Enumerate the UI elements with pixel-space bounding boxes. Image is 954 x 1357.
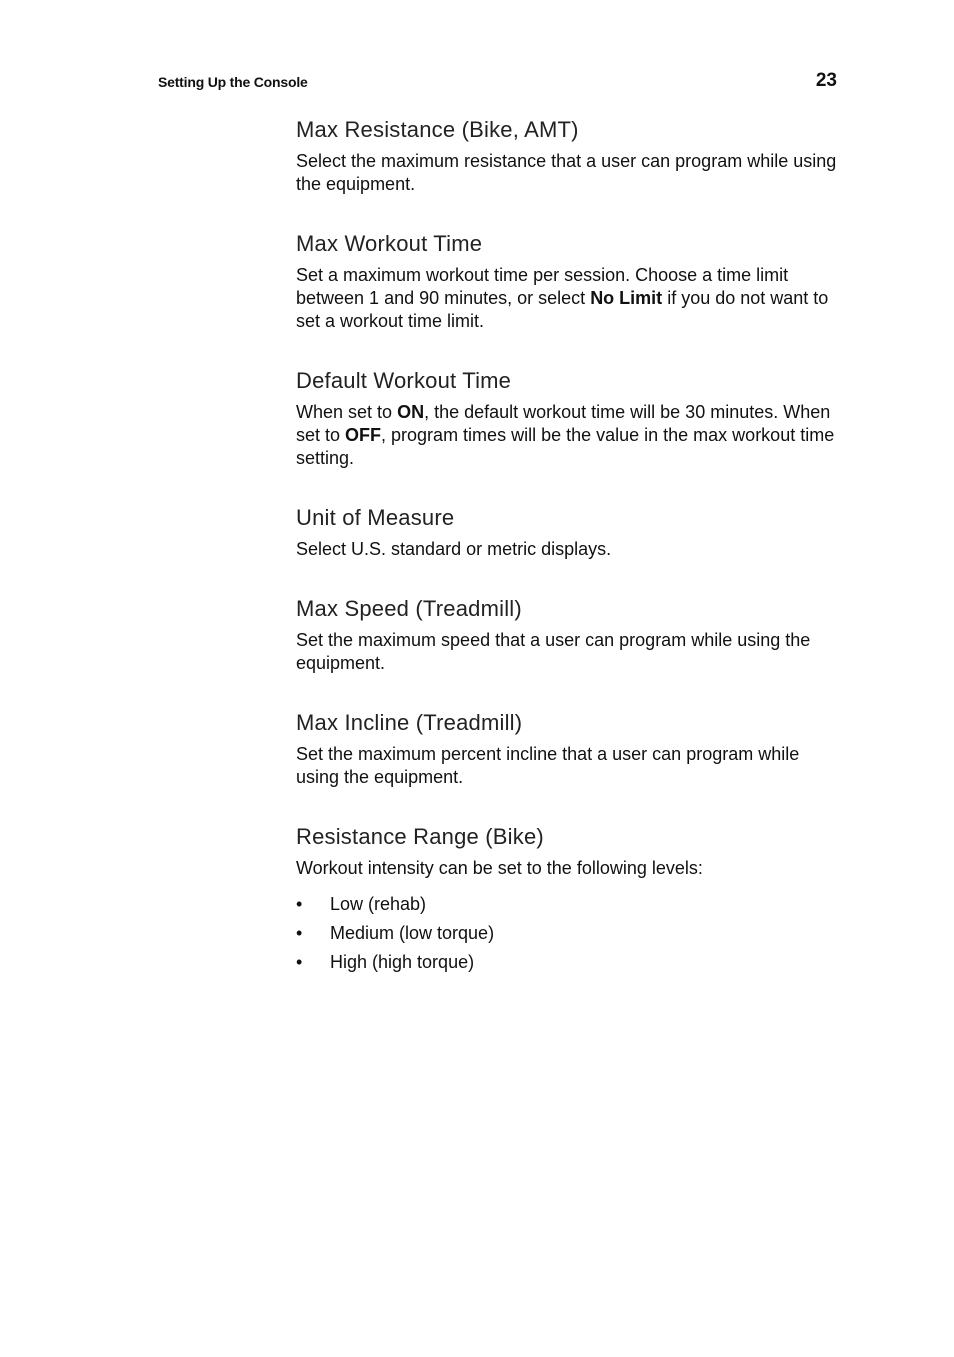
body-text-part: , the default workout time will be 30 minutes. When set to bbox=[296, 402, 831, 445]
body-text-part: Set a maximum workout time per session. Choose a time limit between 1 and 90 minutes, or select bbox=[296, 265, 789, 308]
section-body: Select U.S. standard or metric displays. bbox=[296, 539, 612, 559]
section-resistance-range bbox=[296, 823, 841, 977]
page-content bbox=[296, 116, 841, 977]
section-heading: Resistance Range (Bike) bbox=[296, 824, 544, 849]
section-default-workout-time bbox=[296, 367, 841, 470]
list-item bbox=[296, 919, 841, 948]
section-heading: Unit of Measure bbox=[296, 505, 455, 530]
running-head: Setting Up the Console bbox=[158, 74, 308, 90]
section-max-speed bbox=[296, 595, 841, 675]
section-body bbox=[296, 401, 841, 470]
list-item-label: Medium (low torque) bbox=[330, 923, 495, 943]
section-heading: Max Workout Time bbox=[296, 231, 483, 256]
bullet-icon: • bbox=[296, 952, 303, 972]
section-max-workout-time bbox=[296, 230, 841, 333]
page-number: 23 bbox=[815, 70, 837, 91]
body-text-part: When set to bbox=[296, 402, 398, 422]
section-heading: Max Incline (Treadmill) bbox=[296, 710, 523, 735]
bullet-icon: • bbox=[296, 923, 303, 943]
list-item-label: Low (rehab) bbox=[330, 894, 427, 914]
section-max-incline bbox=[296, 709, 841, 789]
bullet-icon: • bbox=[296, 894, 303, 914]
body-text-part: if you do not want to set a workout time limit. bbox=[296, 288, 829, 331]
list-item bbox=[296, 948, 841, 977]
section-body: Select the maximum resistance that a user can program while using the equipment. bbox=[296, 151, 837, 194]
section-body: Workout intensity can be set to the following levels: bbox=[296, 858, 703, 878]
on-term: ON bbox=[397, 402, 425, 422]
section-body bbox=[296, 264, 841, 333]
off-term: OFF bbox=[345, 425, 382, 445]
section-unit-of-measure bbox=[296, 504, 841, 561]
section-heading: Max Resistance (Bike, AMT) bbox=[296, 117, 579, 142]
no-limit-term: No Limit bbox=[590, 288, 663, 308]
list-item bbox=[296, 890, 841, 919]
list-item-label: High (high torque) bbox=[330, 952, 475, 972]
section-body: Set the maximum percent incline that a user can program while using the equipment. bbox=[296, 744, 800, 787]
resistance-levels-list bbox=[296, 890, 841, 977]
body-text-part: , program times will be the value in the max workout time setting. bbox=[296, 425, 835, 468]
section-heading: Default Workout Time bbox=[296, 368, 512, 393]
section-heading: Max Speed (Treadmill) bbox=[296, 596, 522, 621]
section-body: Set the maximum speed that a user can program while using the equipment. bbox=[296, 630, 811, 673]
section-max-resistance bbox=[296, 116, 841, 196]
